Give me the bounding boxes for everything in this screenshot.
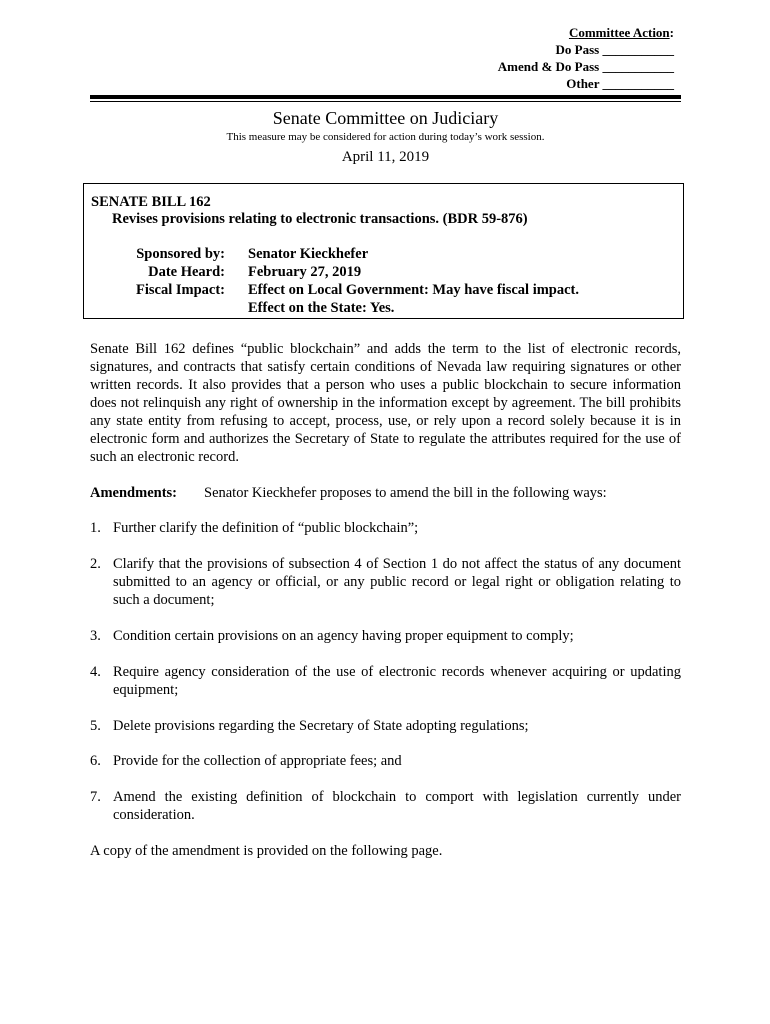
committee-action-block	[498, 24, 674, 92]
amendment-number: 3.	[90, 628, 101, 644]
date-heard-label: Date Heard:	[148, 264, 225, 280]
amendment-item	[90, 663, 681, 699]
amendment-number: 6.	[90, 753, 101, 769]
date-heard-value: February 27, 2019	[248, 264, 362, 280]
sponsored-by-label: Sponsored by:	[136, 246, 225, 262]
amendment-item	[90, 519, 681, 537]
committee-action-heading	[498, 24, 674, 41]
committee-action-title: Committee Action	[568, 25, 670, 40]
amendment-text: Delete provisions regarding the Secretary of State adopting regulations;	[113, 718, 529, 734]
bill-description: Revises provisions relating to electronic transactions. (BDR 59-876)	[112, 211, 528, 227]
do-pass-line: Do Pass ___________	[555, 42, 674, 57]
work-session-note: This measure may be considered for action during today’s work session.	[226, 131, 545, 143]
amendment-item	[90, 788, 681, 824]
bill-number: SENATE BILL 162	[91, 194, 211, 210]
fiscal-impact-label: Fiscal Impact:	[136, 282, 225, 298]
amendment-item	[90, 717, 681, 735]
bill-summary-box	[83, 183, 684, 319]
fiscal-impact-state: Effect on the State: Yes.	[248, 300, 395, 316]
amendment-item	[90, 627, 681, 645]
amendment-number: 2.	[90, 556, 101, 572]
amendment-number: 7.	[90, 789, 101, 805]
amendments-intro	[90, 484, 681, 502]
header-rule-thin	[90, 101, 681, 102]
amendment-number: 4.	[90, 664, 101, 680]
closing-note: A copy of the amendment is provided on the following page.	[90, 843, 443, 859]
amendment-text: Require agency consideration of the use of electronic records whenever acquiring or updating equipment;	[113, 664, 681, 698]
amendment-number: 1.	[90, 520, 101, 536]
amendment-item	[90, 752, 681, 770]
amendment-text: Amend the existing definition of blockchain to comport with legislation currently under consideration.	[113, 789, 681, 823]
amendment-item	[90, 555, 681, 609]
other-line: Other ___________	[566, 76, 674, 91]
amendment-text: Clarify that the provisions of subsection 4 of Section 1 do not affect the status of any document submitted to an agency or official, or any public record or legal right or obligation relating to such a document;	[113, 556, 681, 608]
amendments-intro-text: Senator Kieckhefer proposes to amend the bill in the following ways:	[204, 485, 607, 501]
amendment-text: Provide for the collection of appropriate fees; and	[113, 753, 402, 769]
amend-do-pass-line: Amend & Do Pass ___________	[497, 59, 674, 74]
committee-title: Senate Committee on Judiciary	[272, 108, 499, 128]
amendment-text: Condition certain provisions on an agency having proper equipment to comply;	[113, 628, 574, 644]
amendments-label: Amendments:	[90, 485, 177, 501]
header-rule-thick	[90, 95, 681, 99]
bill-summary-paragraph: Senate Bill 162 defines “public blockchain” and adds the term to the list of electronic records, signatures, and contracts that satisfy certain conditions of Nevada law requiring signatures or other written records. It also provides that a person who uses a public blockchain to secure information does not relinquish any right of ownership in the information except by agreement. The bill prohibits any state entity from refusing to accept, process, use, or rely upon a record solely because it is in electronic form and authorizes the Secretary of State to regulate the attributes required for the use of such an electronic record.	[90, 341, 681, 465]
committee-action-colon: :	[669, 25, 674, 40]
meeting-date: April 11, 2019	[341, 149, 430, 165]
fiscal-impact-local: Effect on Local Government: May have fiscal impact.	[248, 282, 580, 298]
sponsored-by-value: Senator Kieckhefer	[248, 246, 369, 262]
amendment-text: Further clarify the definition of “public blockchain”;	[113, 520, 419, 536]
amendment-number: 5.	[90, 718, 101, 734]
